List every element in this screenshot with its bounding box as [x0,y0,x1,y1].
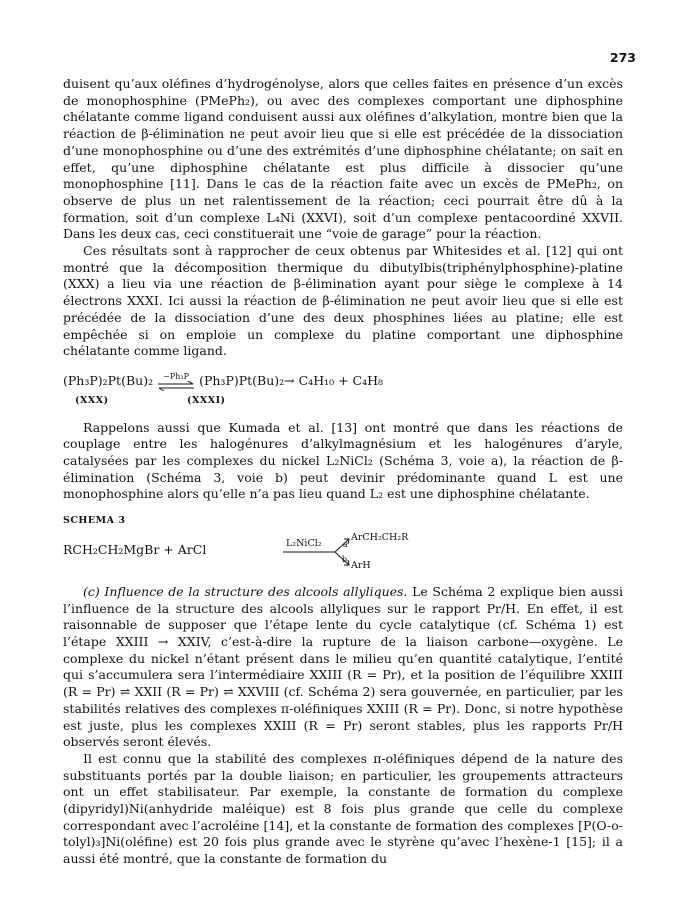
paragraph-5: Il est connu que la stabilité des complexes π-oléfiniques dépend de la nature des substituants portés par la double liaison; en particulier, les groupements attracteurs ont un effet stabilisateur. Par exemple, la constante de formation du complexe (dipyridyl)Ni(anhydride maléique) est 8 fois plus grande que celle du complexe correspondant avec l’acroléine [14], et la constante de formation des complexes [P(O-o-tolyl)₃]Ni(oléfine) est 20 fois plus grande avec le styrène qu’avec l’hexène-1 [15]; il a aussi été montré, que la constante de formation du [63,750,623,867]
equation-labels [75,393,623,410]
paragraph-4-body: Le Schéma 2 explique bien aussi l’influence de la structure des alcools allyliques sur le rapport Pr/H. En effet, il est raisonnable de supposer que l’étape lente du cycle catalytique (cf. Schéma 1) est l’étape XXIII → XXIV, c’est-à-dire la rupture de la liaison carbone—oxygène. Le complexe du nickel n’étant présent dans le milieu qu’en quantité catalytique, l’entité qui s’accumulera sera l’intermédiaire XXIII (R = Pr), et la position de l’équilibre XXIII (R = Pr) ⇌ XXII (R = Pr) ⇌ XXVIII (cf. Schéma 2) sera gouvernée, en particulier, par les stabilités relatives des complexes π-oléfiniques XXIII (R = Pr). Donc, si notre hypothèse est juste, plus les complexes XXIII (R = Pr) seront stables, plus les rapports Pr/H observés seront élevés. [63,583,624,750]
label-xxxi: (XXXI) [187,394,226,406]
label-xxx: (XXX) [75,394,109,406]
path-a-label: a [343,539,348,549]
equation-products: → C₄H₁₀ + C₄H₈ [284,372,384,388]
path-b-label: b [342,554,348,564]
schema-3-title: SCHEMA 3 [63,515,126,527]
equation-reactant: (Ph₃P)₂Pt(Bu)₂ [63,372,154,388]
paragraph-2: Ces résultats sont à rapprocher de ceux obtenus par Whitesides et al. [12] qui ont montré que la décomposition thermique du dibutylbis(triphénylphosphine)-platine (XXX) a lieu via une réaction de β-élimination ayant pour siège le complexe à 14 électrons XXXI. Ici aussi la réaction de β-élimination ne peut avoir lieu que si elle est précédée de la dissociation d’une des deux phosphines liées au platine; elle est empêchée si on emploie un complexe du platine comportant une diphosphine chélatante comme ligand. [63,243,623,359]
section-c-heading: (c) Influence de la structure des alcools allyliques. [83,583,408,599]
body-text [63,76,623,868]
product-a: ArCH₂CH₂R [351,531,409,543]
product-b: ArH [351,559,371,571]
equilibrium-arrow [157,373,195,391]
paragraph-3: Rappelons aussi que Kumada et al. [13] ont montré que dans les réactions de couplage entre les halogénures d’alkylmagnésium et les halogénures d’aryle, catalysées par les complexes du nickel L₂NiCl₂ (Schéma 3, voie a), la réaction de β-élimination (Schéma 3, voie b) peut devinir prédominante quand L est une monophosphine alors qu’elle n’a pas lieu quand L₂ est une diphosphine chélatante. [63,419,623,502]
paragraph-4 [63,584,623,751]
paragraph-1: duisent qu’aux oléfines d’hydrogénolyse, alors que celles faites en présence d’un excès de monophosphine (PMePh₂), ou avec des complexes comportant une diphosphine chélatante comme ligand conduisent aussi aux oléfines d’alkylation, montre bien que la réaction de β-élimination ne peut avoir lieu que si elle est précédée de la dissociation d’une monophosphine ou d’une des extrémités d’une diphosphine chélatante; on sait en effet, qu’une diphosphine chélatante est plus difficile à dissocier qu’une monophosphine [11]. Dans le cas de la réaction faite avec un excès de PMePh₂, on observe de plus un net ralentissement de la réaction; ceci pourrait être dû à la formation, soit d’un complexe L₄Ni (XXVI), soit d’un complexe pentacoordiné XXVII. Dans les deux cas, ceci constituerait une “voie de garage” pour la réaction. [63,76,623,242]
page-number: 273 [609,50,636,65]
schema-catalyst: L₂NiCl₂ [286,537,322,549]
equation-beta-elimination [63,373,623,391]
equation-intermediate: (Ph₃P)Pt(Bu)₂ [199,372,285,388]
arrow-label: −Ph₃P [163,371,189,381]
equilibrium-arrow-icon [157,381,195,391]
schema-reagents: RCH₂CH₂MgBr + ArCl [63,541,207,557]
schema-3 [63,530,623,584]
